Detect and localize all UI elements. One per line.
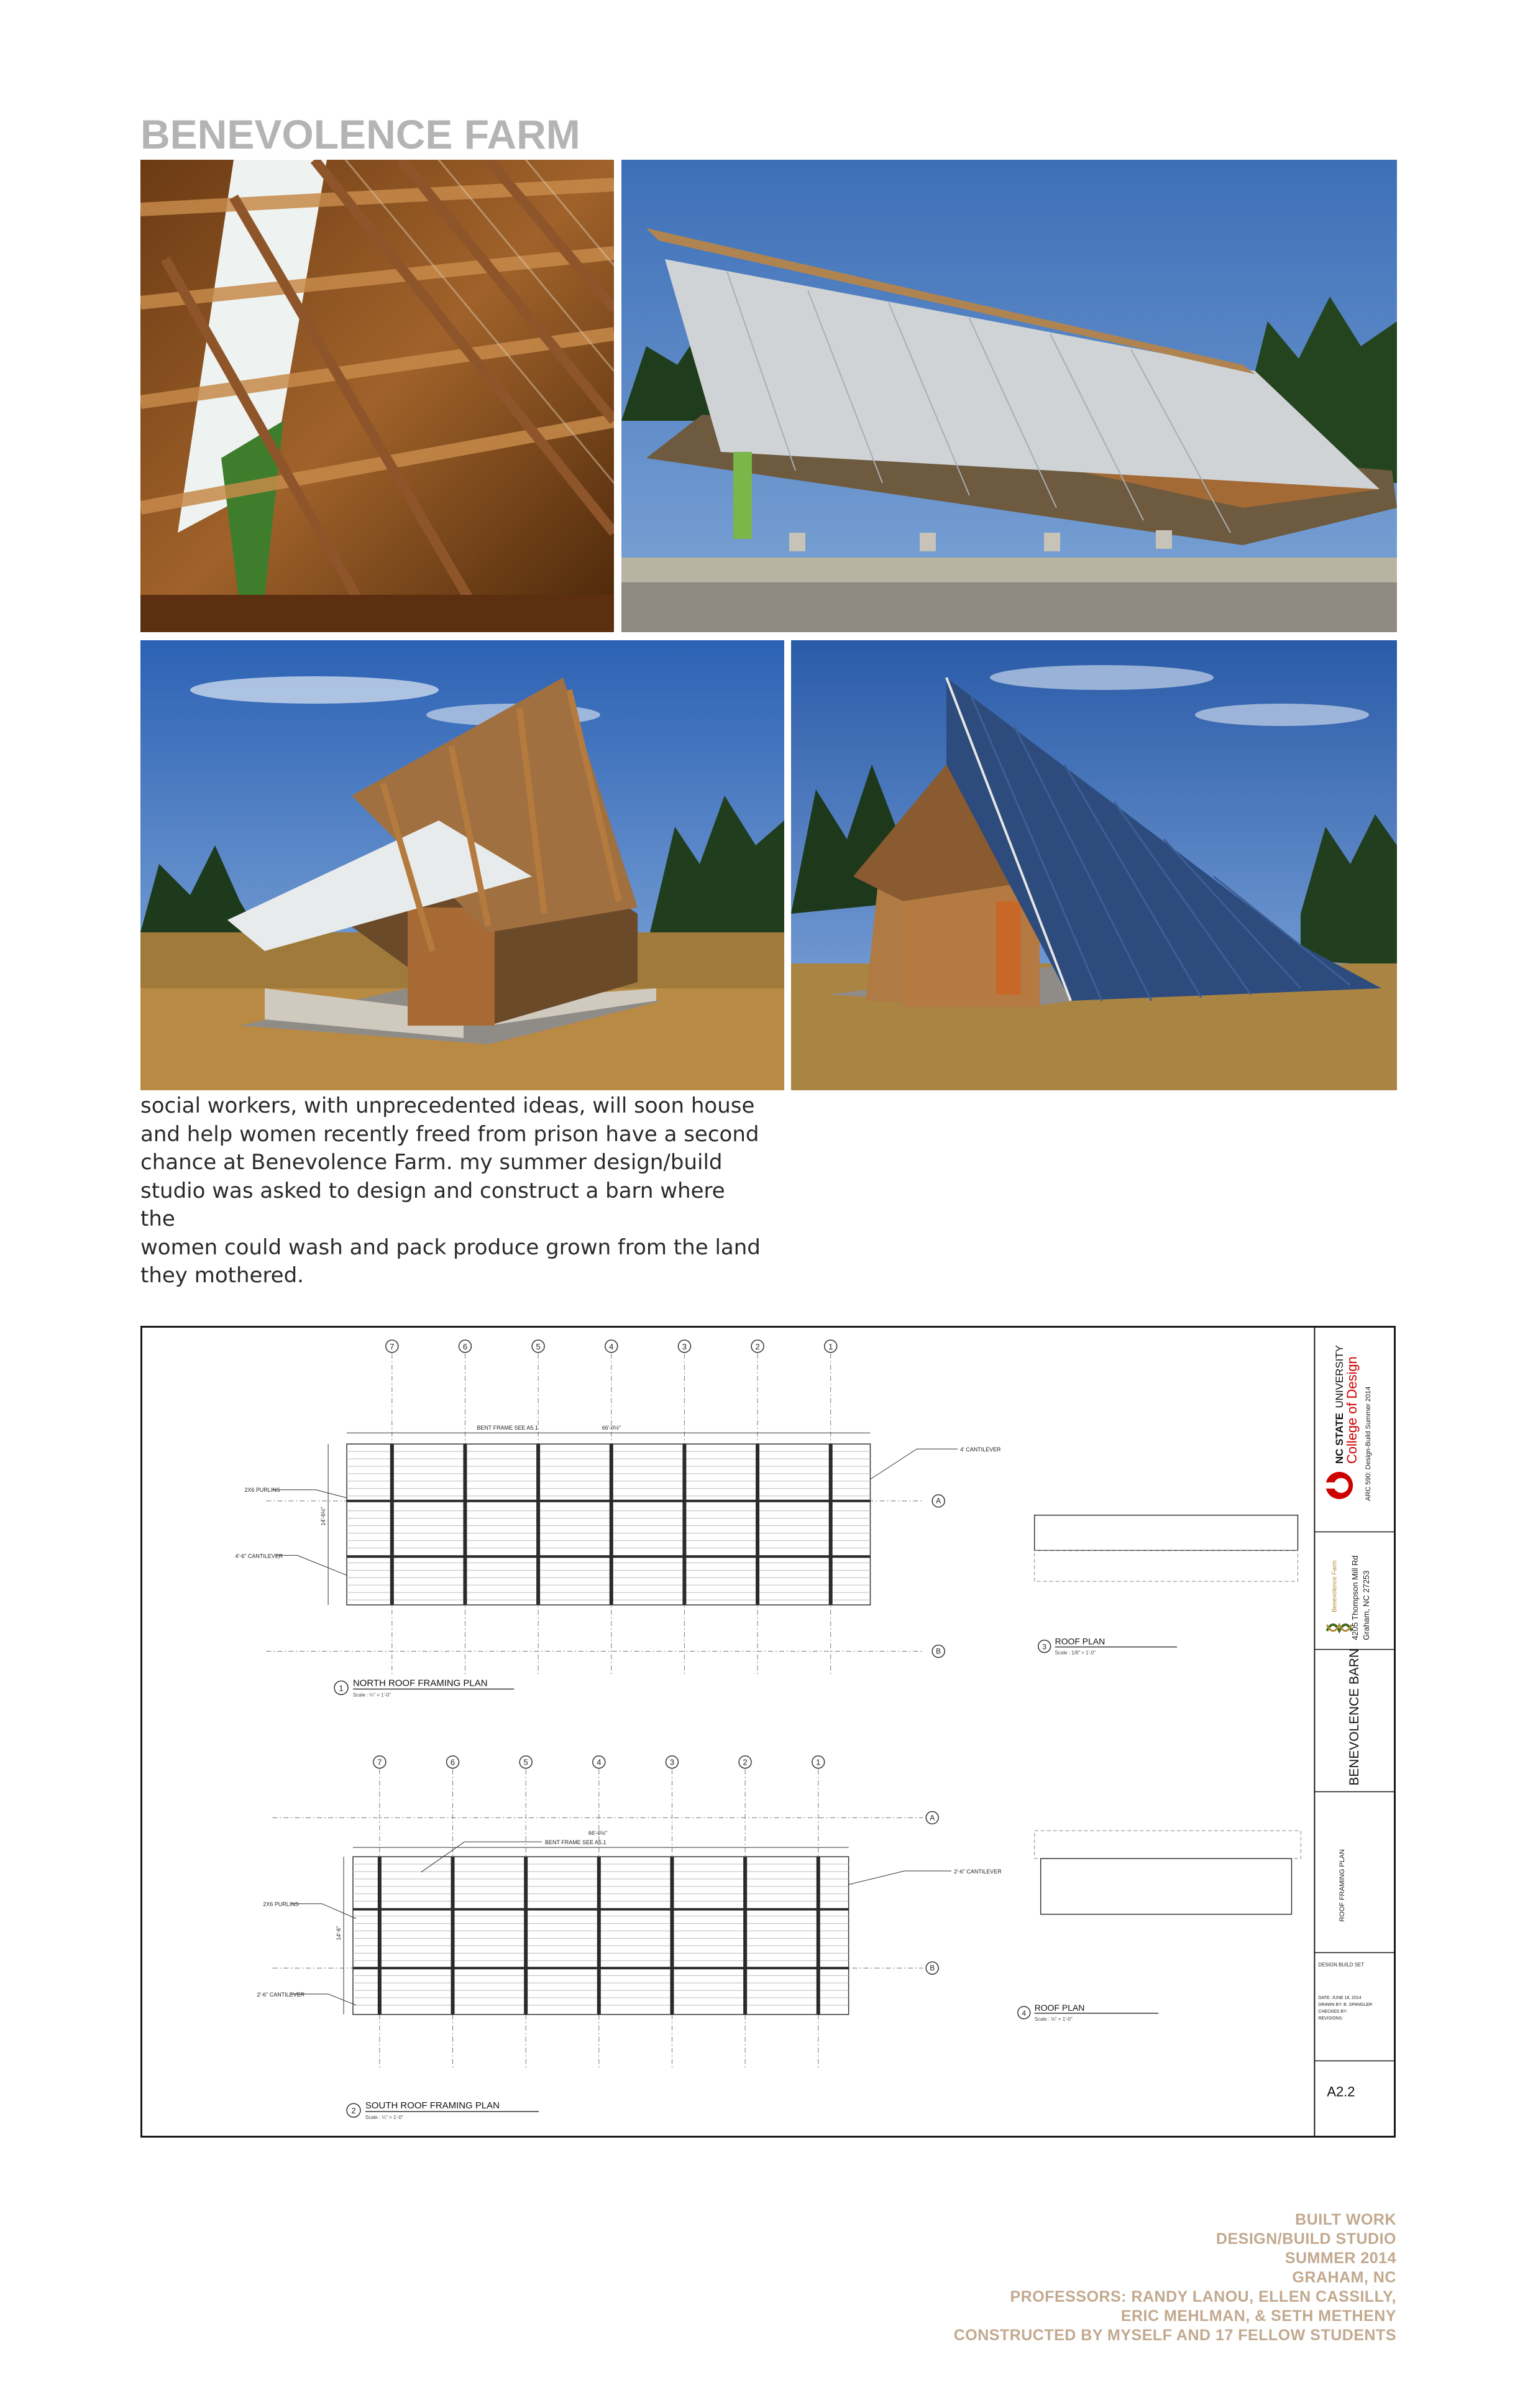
view-scale: Scale : ¼" = 1'-0" — [352, 1692, 391, 1698]
gridline-bubble: 6 — [462, 1341, 468, 1351]
project-credits — [954, 2210, 1396, 2345]
sheet-number: A2.2 — [1327, 2084, 1355, 2100]
college-name: College of Design — [1344, 1356, 1360, 1464]
barn-corner-photo-left — [140, 640, 784, 1090]
barn-long-side-photo — [621, 160, 1397, 632]
gridline-bubble: 7 — [377, 1757, 382, 1767]
gridline-bubble: 4 — [597, 1757, 602, 1767]
view-number: 4 — [1022, 2008, 1027, 2018]
gridline-bubble: 7 — [390, 1341, 395, 1351]
view-scale: Scale : ¼" = 1'-0" — [365, 2115, 403, 2121]
roof-framing-drawing-sheet — [140, 1326, 1396, 2138]
intro-line: they mothered. — [140, 1263, 304, 1288]
cantilever-callout: 4'-6" CANTILEVER — [235, 1553, 283, 1560]
gridline-bubble: 4 — [609, 1341, 614, 1351]
row-bubble: B — [930, 1964, 935, 1973]
cantilever-callout: 4' CANTILEVER — [960, 1446, 1001, 1453]
client-address-line: 4205 Thompson Mill Rd — [1350, 1555, 1360, 1640]
page-title: BENEVOLENCE FARM — [140, 111, 580, 157]
view-title: ROOF PLAN — [1055, 1636, 1105, 1647]
title-block — [1314, 1328, 1394, 2136]
gridline-bubble: 1 — [816, 1757, 821, 1767]
view-scale: Scale : ⅛" = 1'-0" — [1034, 2016, 1073, 2022]
depth-dimension: 14'-6½" — [320, 1507, 327, 1526]
barn-corner-photo-right — [791, 640, 1397, 1090]
client-address-line: Graham, NC 27253 — [1362, 1570, 1371, 1640]
school-name: NC STATE — [1334, 1412, 1346, 1464]
bent-frame-callout: BENT FRAME SEE A5.1 — [545, 1839, 607, 1846]
school-suffix: UNIVERSITY — [1334, 1344, 1346, 1408]
cantilever-callout: 2'-6" CANTILEVER — [257, 1992, 305, 1998]
nc-state-logo — [1325, 1472, 1353, 1499]
credit-line: ERIC MEHLMAN, & SETH METHENY — [1120, 2307, 1396, 2325]
intro-paragraph — [140, 1092, 762, 1290]
drawn-by-label: DRAWN BY: B. SPANGLER — [1318, 2002, 1373, 2007]
gridline-bubble: 5 — [523, 1757, 528, 1767]
date-label: DATE: JUNE 18, 2014 — [1318, 1996, 1362, 2001]
intro-line: chance at Benevolence Farm. my summer design/build — [140, 1150, 723, 1175]
revisions-label: REVISIONS: — [1318, 2016, 1343, 2021]
view-title: NORTH ROOF FRAMING PLAN — [352, 1678, 488, 1689]
gridline-bubble: 6 — [450, 1757, 455, 1767]
gridline-bubble: 1 — [828, 1341, 833, 1351]
client-logo — [1327, 1625, 1352, 1631]
gridline-bubble: 2 — [743, 1757, 748, 1767]
gridline-bubble: 2 — [755, 1341, 760, 1351]
roof-underside-photo — [140, 160, 614, 632]
row-bubble: A — [930, 1813, 935, 1822]
row-bubble: A — [936, 1496, 941, 1505]
intro-line: studio was asked to design and construct a barn where the — [140, 1178, 725, 1231]
credit-line: BUILT WORK — [1295, 2211, 1396, 2228]
checked-by-label: CHECKED BY: — [1318, 2009, 1348, 2014]
row-bubble: B — [936, 1647, 941, 1656]
roof-plan-3 — [1035, 1515, 1298, 1656]
purlins-callout: 2X6 PURLINS — [244, 1486, 280, 1493]
intro-line: and help women recently freed from prison have a second — [140, 1121, 759, 1147]
north-roof-framing-plan — [236, 1340, 1002, 1698]
sheet-title: ROOF FRAMING PLAN — [1339, 1849, 1347, 1922]
view-number: 2 — [351, 2106, 356, 2116]
view-scale: Scale : 1/8" = 1'-0" — [1055, 1650, 1096, 1656]
depth-dimension: 14'-6" — [336, 1926, 342, 1941]
view-number: 3 — [1042, 1642, 1046, 1652]
overall-dimension: 66'-0½" — [588, 1830, 608, 1837]
credit-line: DESIGN/BUILD STUDIO — [1215, 2230, 1396, 2248]
credit-line: PROFESSORS: RANDY LANOU, ELLEN CASSILLY, — [1010, 2288, 1396, 2305]
gridline-bubble: 3 — [669, 1757, 675, 1767]
view-number: 1 — [339, 1683, 344, 1693]
project-name: BENEVOLENCE BARN — [1347, 1648, 1362, 1786]
purlins-callout: 2X6 PURLINS — [263, 1901, 299, 1908]
course-name: ARC 590: Design-Build Summer 2014 — [1365, 1386, 1373, 1501]
overall-dimension: 66'-0½" — [602, 1425, 621, 1431]
cantilever-callout: 2'-6" CANTILEVER — [954, 1868, 1002, 1875]
set-label: DESIGN BUILD SET — [1318, 1962, 1365, 1968]
client-name: Benevolence Farm — [1331, 1560, 1339, 1612]
bent-frame-callout: BENT FRAME SEE A5.1 — [477, 1425, 538, 1431]
credit-line: SUMMER 2014 — [1284, 2249, 1396, 2267]
gridline-bubble: 5 — [536, 1341, 541, 1351]
view-title: ROOF PLAN — [1034, 2002, 1085, 2013]
credit-line: GRAHAM, NC — [1292, 2269, 1396, 2286]
intro-line: social workers, with unprecedented ideas, will soon house — [140, 1093, 755, 1118]
south-roof-framing-plan — [257, 1756, 1002, 2120]
roof-plan-4 — [1018, 1831, 1301, 2022]
gridline-bubble: 3 — [682, 1341, 687, 1351]
view-title: SOUTH ROOF FRAMING PLAN — [365, 2100, 500, 2112]
intro-line: women could wash and pack produce grown from the land — [140, 1234, 761, 1260]
credit-line: CONSTRUCTED BY MYSELF AND 17 FELLOW STUDENTS — [953, 2327, 1396, 2344]
